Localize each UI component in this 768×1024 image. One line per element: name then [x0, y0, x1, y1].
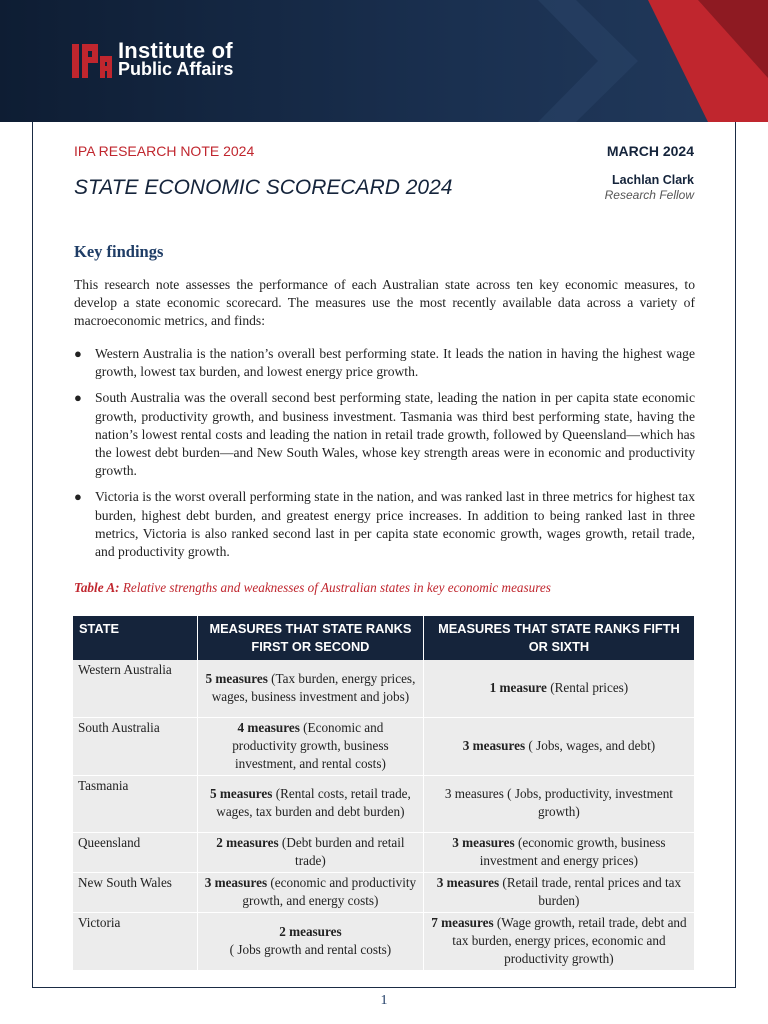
top-measures-count: 4 measures [237, 719, 300, 735]
table-row [73, 872, 695, 912]
bottom-measures-count: 3 measures [436, 874, 500, 890]
header-first-second: MEASURES THAT STATE RANKS FIRST OR SECOND [198, 616, 424, 660]
caption-label: Table A: [74, 580, 120, 595]
author-role: Research Fellow [604, 188, 694, 202]
bottom-measures-detail: (Wage growth, retail trade, debt and tax burden, energy prices, economic and productivity growth) [452, 914, 687, 966]
bottom-measures-count: 3 measures [462, 737, 526, 753]
state-cell: Queensland [73, 832, 198, 872]
bottom-measures-detail: 3 measures ( Jobs, productivity, investment growth) [444, 786, 673, 819]
list-item-text: Western Australia is the nation’s overall best performing state. It leads the nation in having the highest wage growth, lowest tax burden, and lowest energy price growth. [95, 346, 695, 380]
chevron-decoration [538, 0, 768, 122]
logo-text [118, 38, 234, 79]
table-row [73, 832, 695, 872]
bottom-measures-cell [423, 660, 694, 717]
bottom-measures-cell [423, 912, 694, 970]
list-item [74, 345, 695, 381]
list-item-text: South Australia was the overall second best performing state, leading the nation in per capita state economic growth, productivity growth, and business investment. Tasmania was third best performing state, having the nation’s lowest rental costs and leading the nation in retail trade growth, followed by Queensland—which has the lowest debt burden—and New South Wales, whose key strength areas were in economic and productivity growth. [95, 390, 695, 479]
list-item [74, 488, 695, 561]
ipa-logo[interactable] [72, 38, 234, 79]
top-measures-detail: (Rental costs, retail trade, wages, tax burden and debt burden) [216, 786, 411, 819]
top-measures-detail: ( Jobs growth and rental costs) [229, 941, 392, 957]
publication-date: MARCH 2024 [606, 143, 694, 159]
table-row [73, 717, 695, 775]
top-measures-detail: (Economic and productivity growth, business investment, and rental costs) [232, 719, 389, 771]
top-measures-cell [198, 660, 424, 717]
bottom-measures-cell [423, 872, 694, 912]
top-measures-cell [198, 872, 424, 912]
table-caption [74, 580, 551, 596]
bottom-measures-count: 7 measures [431, 914, 494, 930]
header-banner [0, 0, 768, 122]
list-item [74, 389, 695, 480]
bottom-measures-cell [423, 717, 694, 775]
bottom-measures-detail: (Retail trade, rental prices and tax burden) [499, 874, 682, 908]
top-measures-cell [198, 832, 424, 872]
bottom-measures-count: 3 measures [452, 834, 515, 850]
author-name: Lachlan Clark [612, 173, 694, 187]
list-item-text: Victoria is the worst overall performing state in the nation, and was ranked last in three metrics for highest tax burden, highest debt burden, and greatest energy price increases. In addition to being ranked last in three metrics, Victoria is also ranked second last in per capita state economic growth, wages growth, retail trade, and productivity growth. [95, 489, 695, 560]
research-note-label: IPA RESEARCH NOTE 2024 [74, 143, 255, 159]
bottom-measures-count: 1 measure [489, 679, 547, 695]
top-measures-detail: (Debt burden and retail trade) [278, 834, 405, 868]
key-findings-heading: Key findings [74, 242, 164, 261]
table-row [73, 660, 695, 717]
intro-paragraph: This research note assesses the performance of each Australian state across ten key economic measures, to develop a state economic scorecard. The measures use the most recently available data across a variety of macroeconomic metrics, and finds: [74, 277, 695, 329]
logo-line-2: Public Affairs [118, 59, 234, 79]
top-measures-count: 2 measures [279, 923, 342, 939]
state-cell: South Australia [73, 717, 198, 775]
table-header-row [73, 616, 695, 660]
logo-line-1: Institute of [118, 38, 233, 63]
bullet-icon: ● [74, 346, 82, 361]
table-row [73, 912, 695, 970]
ipa-logo-mark-icon [72, 42, 112, 78]
state-cell: Western Australia [73, 660, 198, 717]
top-measures-count: 3 measures [204, 874, 268, 890]
bottom-measures-detail: ( Jobs, wages, and debt) [525, 737, 656, 753]
bottom-measures-detail: (Rental prices) [546, 679, 629, 695]
top-measures-detail: (economic and productivity growth, and energy costs) [242, 874, 417, 908]
bottom-measures-detail: (economic growth, business investment and energy prices) [479, 834, 666, 868]
header-state: STATE [73, 616, 198, 660]
header-fifth-sixth: MEASURES THAT STATE RANKS FIFTH OR SIXTH [423, 616, 694, 660]
state-cell: Victoria [73, 912, 198, 970]
bullet-icon: ● [74, 390, 82, 406]
page-number: 1 [380, 993, 388, 1008]
state-cell: Tasmania [73, 775, 198, 832]
caption-text: Relative strengths and weaknesses of Australian states in key economic measures [122, 580, 551, 595]
bottom-measures-cell [423, 832, 694, 872]
document-title: STATE ECONOMIC SCORECARD 2024 [74, 176, 453, 199]
author-block [605, 173, 694, 202]
top-measures-count: 5 measures [210, 786, 273, 801]
bottom-measures-cell [423, 775, 694, 832]
state-measures-table [73, 616, 695, 971]
top-measures-count: 2 measures [216, 834, 279, 850]
top-measures-detail: (Tax burden, energy prices, wages, business investment and jobs) [211, 670, 416, 704]
top-measures-cell [198, 717, 424, 775]
state-cell: New South Wales [73, 872, 198, 912]
bullet-icon: ● [74, 489, 82, 505]
table-row [73, 775, 695, 832]
top-measures-cell [198, 912, 424, 970]
top-measures-cell [198, 775, 424, 832]
top-measures-count: 5 measures [205, 670, 268, 686]
findings-list [74, 345, 695, 569]
